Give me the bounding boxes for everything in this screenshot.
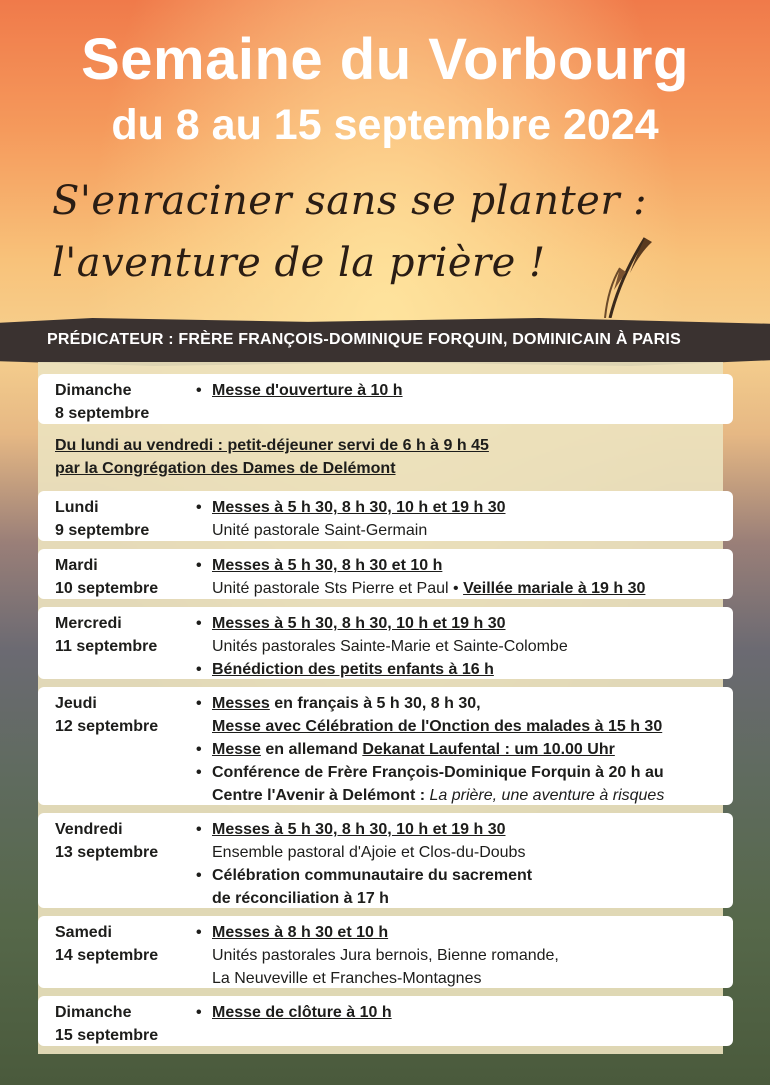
day-name: Jeudi (55, 695, 97, 712)
list-item (196, 818, 532, 864)
breakfast-line-2: par la Congrégation des Dames de Delémont (55, 460, 396, 477)
event-link[interactable]: Messe de clôture à 10 h (212, 1004, 392, 1021)
event-detail: La Neuveville et Franches-Montagnes (212, 970, 482, 987)
schedule-row-sunday-15 (38, 996, 733, 1046)
conference-title: La prière, une aventure à risques (429, 787, 665, 804)
schedule-row-saturday (38, 916, 733, 988)
day-name: Vendredi (55, 821, 123, 838)
event-link[interactable]: • Messes à 5 h 30, 8 h 30, 10 h et 19 h 30 (212, 615, 506, 632)
day-name: Dimanche (55, 382, 132, 399)
schedule-row-thursday (38, 687, 733, 805)
schedule-row-sunday-8 (38, 374, 733, 424)
grass-icon (590, 228, 670, 318)
event-detail: Ensemble pastoral d'Ajoie et Clos-du-Doubs (212, 844, 526, 861)
list-item (196, 864, 532, 910)
day-name: Samedi (55, 924, 112, 941)
list-item (196, 496, 506, 542)
poster-title: Semaine du Vorbourg (81, 27, 689, 92)
list-item (196, 612, 568, 658)
schedule-row-monday (38, 491, 733, 541)
day-name: Mercredi (55, 615, 122, 632)
list-item (196, 738, 664, 761)
list-item (196, 761, 664, 807)
event-link[interactable]: Messe (212, 741, 261, 758)
day-date: 14 septembre (55, 947, 159, 964)
day-date: 10 septembre (55, 580, 159, 597)
event-link[interactable]: • Messes à 8 h 30 et 10 h (212, 924, 389, 941)
breakfast-line-1: Du lundi au vendredi : petit-déjeuner servi de 6 h à 9 h 45 (55, 437, 489, 454)
event-link[interactable]: Dekanat Laufental : um 10.00 Uhr (362, 741, 615, 758)
event-link[interactable]: • Messes à 5 h 30, 8 h 30, 10 h et 19 h 30 (212, 821, 506, 838)
event-detail: Unités pastorales Sainte-Marie et Sainte-Colombe (212, 638, 568, 655)
day-date: 12 septembre (55, 718, 159, 735)
event-detail: en allemand (265, 741, 358, 758)
day-name: Mardi (55, 557, 98, 574)
slogan-line-1: S'enraciner sans se planter : (52, 178, 648, 224)
preacher-banner: PRÉDICATEUR : FRÈRE FRANÇOIS-DOMINIQUE FORQUIN, DOMINICAIN À PARIS (47, 331, 681, 348)
day-date: 11 septembre (55, 638, 158, 655)
schedule-row-friday (38, 813, 733, 908)
event-link[interactable]: Messe d'ouverture à 10 h (212, 382, 403, 399)
event-detail: Centre l'Avenir à Delémont : (212, 787, 426, 804)
list-item (196, 692, 664, 738)
breakfast-info[interactable] (55, 434, 489, 480)
event-detail: de réconciliation à 17 h (212, 890, 389, 907)
schedule-row-tuesday (38, 549, 733, 599)
slogan (52, 170, 652, 294)
event-link[interactable]: Messe avec Célébration de l'Onction des malades à 15 h 30 (212, 718, 663, 735)
day-date: 8 septembre (55, 405, 150, 422)
list-item (196, 1001, 392, 1024)
event-detail: • Conférence de Frère François-Dominique Forquin à 20 h au (212, 764, 664, 781)
poster-dates: du 8 au 15 septembre 2024 (111, 101, 659, 149)
event-link[interactable]: Messes (212, 695, 270, 712)
slogan-line-2: l'aventure de la prière ! (52, 240, 546, 286)
event-link[interactable]: • Bénédiction des petits enfants à 16 h (212, 661, 494, 678)
day-date: 15 septembre (55, 1027, 159, 1044)
event-link[interactable]: • Messes à 5 h 30, 8 h 30 et 10 h (212, 557, 443, 574)
day-date: 13 septembre (55, 844, 159, 861)
list-item (196, 379, 403, 402)
list-item (196, 921, 559, 990)
event-link[interactable]: Veillée mariale à 19 h 30 (463, 580, 646, 597)
list-item (196, 554, 645, 600)
day-name: Dimanche (55, 1004, 132, 1021)
event-detail: Unité pastorale Saint-Germain (212, 522, 428, 539)
day-name: Lundi (55, 499, 99, 516)
event-detail: en français à 5 h 30, 8 h 30, (274, 695, 481, 712)
event-detail: Unité pastorale Sts Pierre et Paul • (212, 580, 459, 597)
event-detail: Unités pastorales Jura bernois, Bienne romande, (212, 947, 559, 964)
day-date: 9 septembre (55, 522, 150, 539)
list-item (196, 658, 568, 681)
event-link[interactable]: • Messes à 5 h 30, 8 h 30, 10 h et 19 h 30 (212, 499, 506, 516)
schedule-row-wednesday (38, 607, 733, 679)
event-detail: • Célébration communautaire du sacrement (212, 867, 533, 884)
